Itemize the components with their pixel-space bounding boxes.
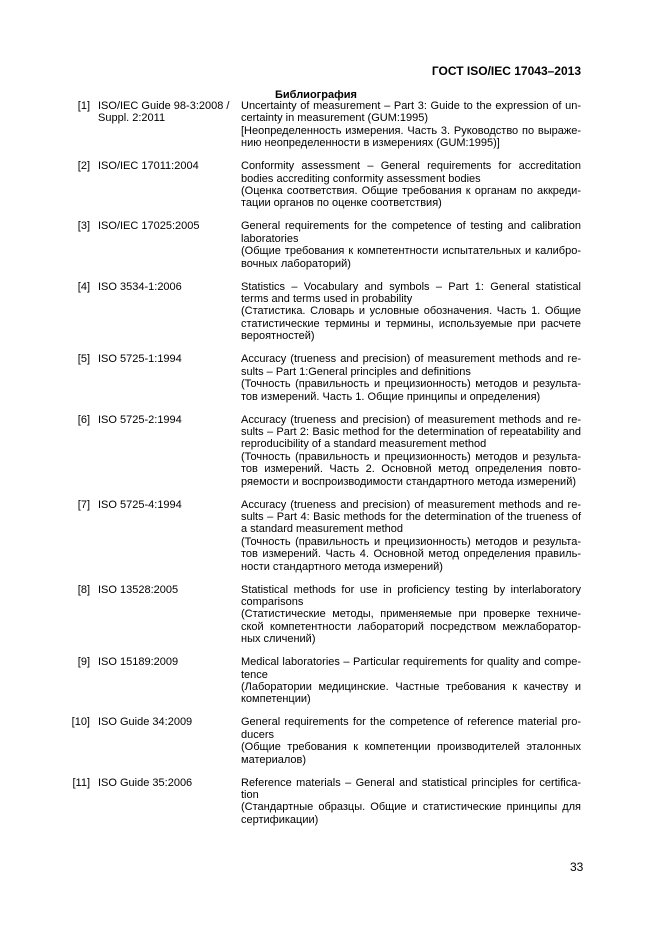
entry-title-russian: (Общие требования к компетентности испытательных и калибровочных лабораторий) — [241, 245, 581, 270]
entry-text — [241, 414, 581, 488]
entry-code: ISO/IEC 17025:2005 — [98, 220, 200, 233]
entry-title-english: General requirements for the competence of testing and calibration laboratories — [241, 220, 581, 245]
bibliography-entry — [0, 100, 661, 150]
entry-title-english: General requirements for the competence of reference material producers — [241, 716, 581, 741]
entry-code: ISO/IEC Guide 98-3:2008 / Suppl. 2:2011 — [98, 100, 230, 125]
entry-title-russian: (Точность (правильность и прецизионность) методов и результатов измерений. Часть 4. Основной метод определения правильности стандартного метода измерений) — [241, 535, 581, 573]
entry-code: ISO 5725-2:1994 — [98, 413, 182, 426]
bibliography-entry — [0, 777, 661, 827]
entry-text — [241, 281, 581, 343]
entry-text — [241, 656, 581, 706]
entry-number: [1] — [77, 100, 90, 112]
entry-title-russian: (Точность (правильность и прецизионность) методов и результатов измерений. Часть 1. Общие принципы и определения) — [241, 378, 581, 403]
entry-title-english: Accuracy (trueness and precision) of measurement methods and results – Part 1:General principles and definitions — [241, 353, 581, 378]
entry-text — [241, 100, 581, 150]
entry-title-russian: (Оценка соответствия. Общие требования к органам по аккредитации органов по оценке соответствия) — [241, 185, 581, 210]
page-number: 33 — [570, 860, 584, 874]
entry-title-russian: (Общие требования к компетенции производителей эталонных материалов) — [241, 741, 581, 766]
bibliography-entry — [0, 414, 661, 488]
entry-title-english: Reference materials – General and statistical principles for certification — [241, 776, 581, 802]
entry-code: ISO/IEC 17011:2004 — [98, 160, 199, 173]
entry-number: [2] — [77, 160, 90, 173]
entry-number: [3] — [77, 220, 90, 233]
entry-code: ISO 15189:2009 — [98, 656, 179, 669]
entry-title-russian: (Лаборатории медицинские. Частные требования к качеству и компетенции) — [241, 681, 581, 706]
entry-number: [7] — [77, 498, 90, 511]
entry-title-english: Statistical methods for use in proficiency testing by interlaboratory comparisons — [241, 583, 581, 608]
entry-text — [241, 220, 581, 270]
entry-code: ISO 3534-1:2006 — [98, 280, 182, 293]
entry-text — [241, 584, 581, 646]
bibliography-entry — [0, 584, 661, 646]
bibliography-entry — [0, 716, 661, 766]
entry-code: ISO 5725-4:1994 — [98, 498, 182, 511]
entry-number: [4] — [77, 280, 90, 293]
entry-title-english: Uncertainty of measurement – Part 3: Guide to the expression of uncertainty in measurement (GUM:1995) — [241, 100, 581, 125]
entry-number: [9] — [77, 656, 90, 669]
entry-text — [241, 716, 581, 766]
entry-code: ISO 5725-1:1994 — [98, 353, 182, 366]
entry-title-english: Accuracy (trueness and precision) of measurement methods and results – Part 2: Basic method for the determination of repeatability and reproducibility of a standard measurement method — [241, 413, 581, 451]
entry-number: [10] — [71, 716, 90, 729]
entry-title-russian: (Стандартные образцы. Общие и статистические принципы для сертификации) — [241, 801, 581, 826]
bibliography-entry — [0, 656, 661, 706]
entry-text — [241, 160, 581, 210]
entry-title-english: Conformity assessment – General requirements for accreditation bodies accrediting conformity assessment bodies — [241, 160, 581, 185]
bibliography-entry — [0, 220, 661, 270]
entry-code: ISO Guide 35:2006 — [98, 776, 193, 789]
entry-number: [11] — [72, 776, 90, 789]
document-header: ГОСТ ISO/IEC 17043–2013 — [431, 64, 581, 78]
entry-number: [6] — [77, 413, 90, 426]
bibliography-entry — [0, 499, 661, 573]
entry-title-english: Accuracy (trueness and precision) of measurement methods and results – Part 4: Basic methods for the determination of the trueness of a standard measurement method — [241, 498, 581, 536]
bibliography-entry — [0, 281, 661, 343]
bibliography-entry — [0, 353, 661, 403]
entry-title-russian: [Неопределенность измерения. Часть 3. Руководство по выражению неопределенности в измерениях (GUM:1995)] — [241, 124, 581, 150]
entry-number: [8] — [77, 583, 90, 596]
entry-title-russian: (Статистика. Словарь и условные обозначения. Часть 1. Общие статистические термины и термины, используемые при расчете вероятностей) — [241, 305, 581, 343]
entry-title-english: Medical laboratories – Particular requirements for quality and competence — [241, 656, 581, 681]
entry-title-russian: (Статистические методы, применяемые при проверке технической компетентности лабораторий посредством межлабораторных сличений) — [241, 608, 581, 646]
bibliography-list — [0, 100, 661, 837]
entry-code: ISO Guide 34:2009 — [98, 716, 193, 729]
bibliography-entry — [0, 160, 661, 210]
entry-code: ISO 13528:2005 — [98, 583, 179, 596]
bibliography-heading: Библиография — [275, 89, 357, 101]
entry-number: [5] — [77, 353, 90, 366]
entry-title-russian: (Точность (правильность и прецизионность) методов и результатов измерений. Часть 2. Основной метод определения повторяемости и воспроизводимости стандартного метода измерений) — [241, 450, 581, 488]
entry-text — [241, 353, 581, 403]
entry-text — [241, 499, 581, 573]
entry-title-english: Statistics – Vocabulary and symbols – Part 1: General statistical terms and terms used in probability — [241, 280, 581, 306]
entry-text — [241, 777, 581, 827]
